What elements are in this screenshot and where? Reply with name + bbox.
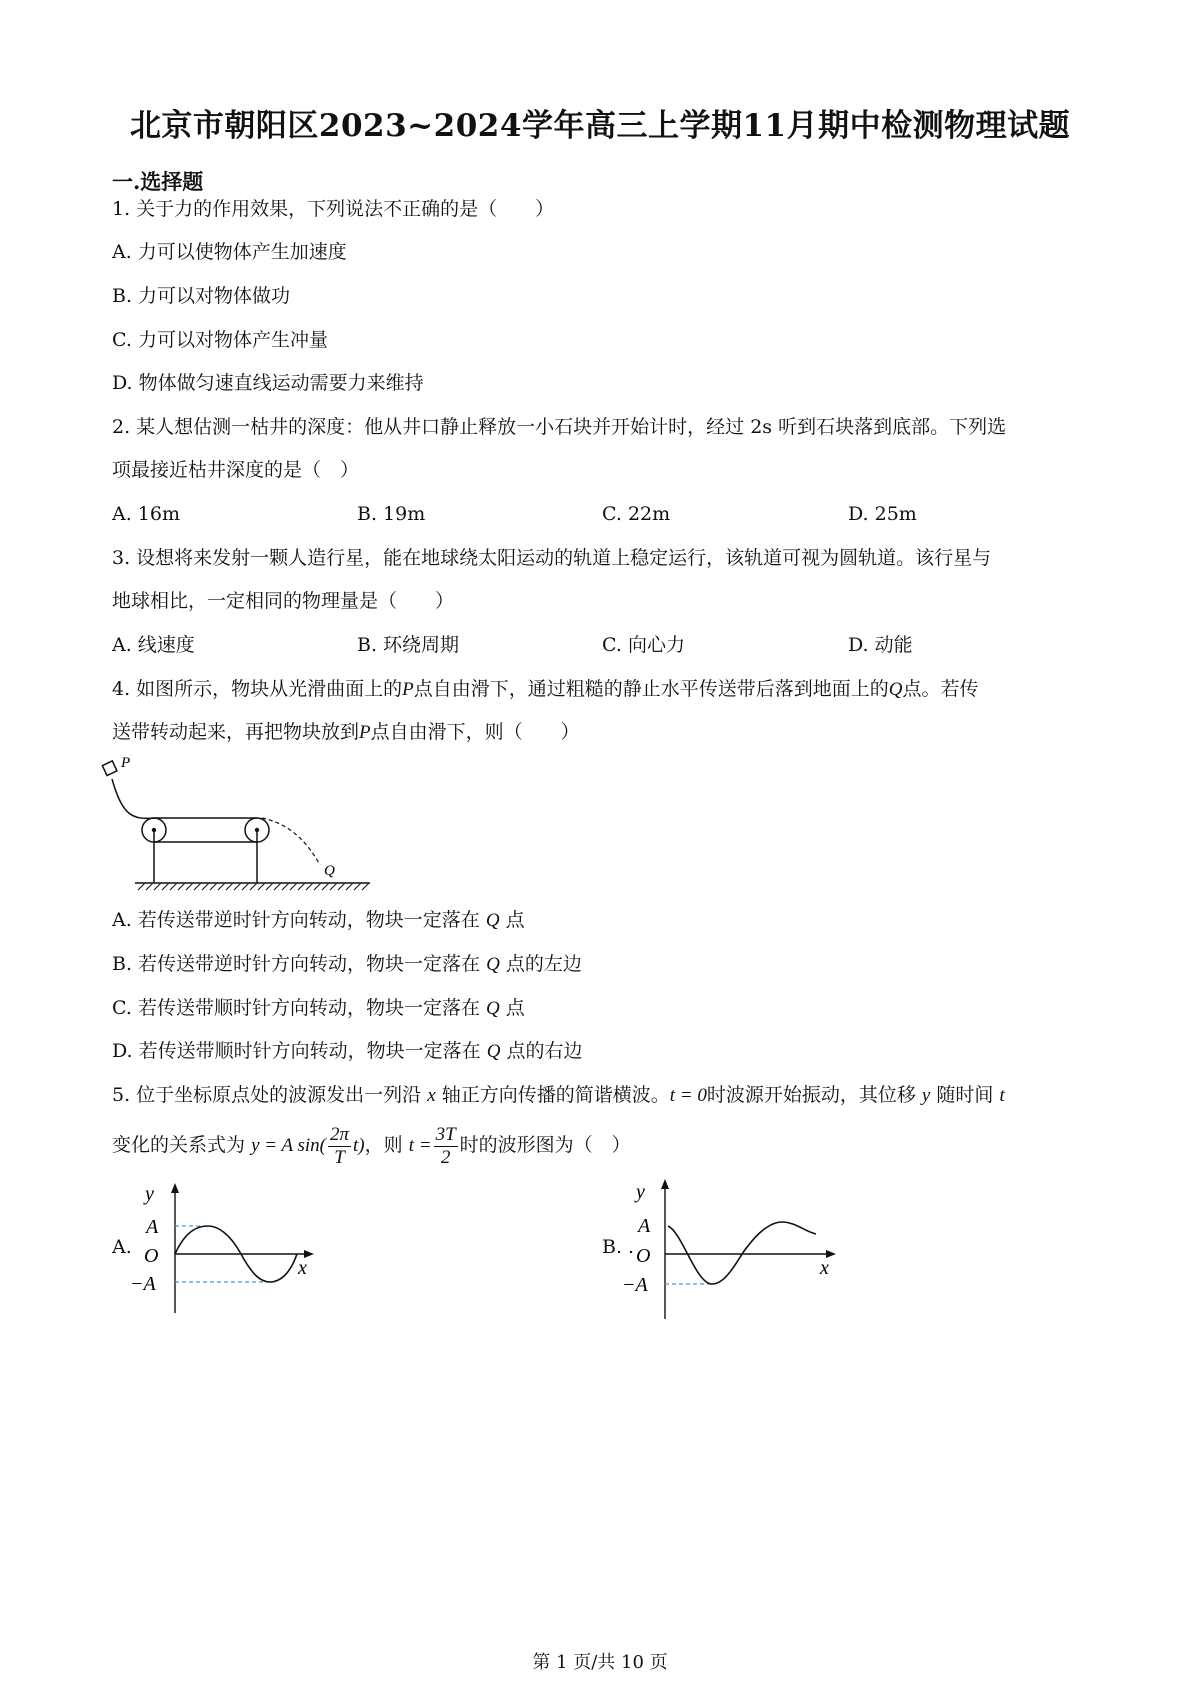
q5-option-a-label: A. <box>112 1236 132 1258</box>
q2-option-a: A. 16m <box>112 503 180 525</box>
q5-option-b-wave-graph <box>620 1174 850 1324</box>
neg-amplitude-label: −A <box>622 1274 648 1296</box>
page-footer: 第 1 页/共 10 页 <box>532 1652 668 1673</box>
q5-t-equals: t = <box>408 1135 432 1156</box>
q5-text: 随时间 <box>936 1084 994 1106</box>
q2-option-d: D. 25m <box>848 503 917 525</box>
q5-stem-line1 <box>112 1082 1005 1109</box>
q5-option-b-label: B. . <box>602 1236 635 1258</box>
q4-option-a <box>112 907 525 934</box>
q5-text: 变化的关系式为 <box>112 1134 246 1156</box>
q5-var-t: t <box>999 1085 1005 1106</box>
x-axis-label: x <box>298 1257 307 1279</box>
curved-surface <box>112 779 154 818</box>
q4-var-q: Q <box>486 1041 501 1062</box>
page-title: 北京市朝阳区2023~2024学年高三上学期11月期中检测物理试题 <box>129 108 1071 144</box>
q3-option-c: C. 向心力 <box>602 634 685 656</box>
q4-text: 4. 如图所示，物块从光滑曲面上的 <box>112 678 403 700</box>
q4-option-d <box>112 1038 582 1065</box>
q5-equation-left: y = A sin( <box>251 1135 326 1156</box>
q1-option-b: B. 力可以对物体做功 <box>112 285 291 307</box>
q5-text: ，则 <box>364 1134 403 1156</box>
q5-text: 轴正方向传播的简谐横波。 <box>441 1084 670 1106</box>
q4-stem-line1 <box>112 676 979 703</box>
section-heading: 一.选择题 <box>112 169 204 194</box>
q2-stem-line1: 2. 某人想估测一枯井的深度：他从井口静止释放一小石块并开始计时，经过 2s 听到石块落到底部。下列选 <box>112 416 1007 438</box>
q4-option-text: D. 若传送带顺时针方向转动，物块一定落在 <box>112 1040 481 1062</box>
q4-option-text: 点的左边 <box>505 953 582 975</box>
q5-text: 时的波形图为（ ） <box>459 1134 631 1156</box>
q1-stem: 1. 关于力的作用效果，下列说法不正确的是（ ） <box>112 198 555 220</box>
q4-option-text: B. 若传送带逆时针方向转动，物块一定落在 <box>112 953 481 975</box>
q1-option-c: C. 力可以对物体产生冲量 <box>112 329 328 351</box>
y-axis-label: y <box>145 1183 154 1205</box>
trajectory <box>262 818 320 865</box>
q4-var-q: Q <box>888 679 903 700</box>
q4-var-q: Q <box>485 910 500 931</box>
block-p <box>102 761 117 776</box>
q4-var-p: P <box>359 722 371 743</box>
wave-curve <box>668 1222 816 1284</box>
q4-option-text: 点的右边 <box>506 1040 583 1062</box>
x-axis-label: x <box>820 1257 829 1279</box>
q5-text: 5. 位于坐标原点处的波源发出一列沿 <box>112 1084 422 1106</box>
q5-equation-right: t) <box>353 1135 365 1156</box>
y-axis-label: y <box>636 1181 645 1203</box>
q4-option-text: C. 若传送带顺时针方向转动，物块一定落在 <box>112 997 480 1019</box>
origin-label: O <box>144 1245 159 1267</box>
amplitude-label: A <box>146 1216 159 1238</box>
q4-stem-line2 <box>112 719 580 746</box>
q5-var-x: x <box>427 1085 436 1106</box>
q4-text: 送带转动起来，再把物块放到 <box>112 721 360 743</box>
fraction-numerator: 3T <box>435 1123 456 1145</box>
q3-option-a: A. 线速度 <box>112 634 195 656</box>
q4-text: 点自由滑下，则（ ） <box>370 721 580 743</box>
q3-stem-line1: 3. 设想将来发射一颗人造行星，能在地球绕太阳运动的轨道上稳定运行，该轨道可视为圆轨道。该行星与 <box>112 547 992 569</box>
q2-stem-line2: 项最接近枯井深度的是（ ） <box>112 459 360 481</box>
q1-option-a: A. 力可以使物体产生加速度 <box>112 241 347 263</box>
q5-option-a-wave-graph <box>130 1178 340 1318</box>
y-axis-arrow <box>661 1179 669 1189</box>
label-p: P <box>121 755 131 771</box>
q4-var-p: P <box>402 679 414 700</box>
origin-label: O <box>636 1245 651 1267</box>
fraction-denominator: T <box>334 1146 345 1168</box>
q4-option-c <box>112 995 525 1022</box>
q2-option-b: B. 19m <box>357 503 426 525</box>
ground-hatch <box>138 883 369 890</box>
q5-stem-line2 <box>112 1122 631 1169</box>
q4-option-text: A. 若传送带逆时针方向转动，物块一定落在 <box>112 909 480 931</box>
q4-var-q: Q <box>486 998 500 1019</box>
q5-t-zero: t = 0 <box>669 1085 707 1106</box>
q5-fraction-3t-over-2 <box>434 1124 458 1169</box>
y-axis-arrow <box>171 1183 179 1193</box>
q4-option-text: 点 <box>505 909 525 931</box>
q5-var-y: y <box>921 1085 931 1106</box>
q5-fraction-2pi-over-t <box>328 1124 351 1169</box>
q4-text: 点自由滑下，通过粗糙的静止水平传送带后落到地面上的 <box>413 678 889 700</box>
q3-option-d: D. 动能 <box>848 634 913 656</box>
q3-option-b: B. 环绕周期 <box>357 634 460 656</box>
fraction-numerator: 2π <box>330 1123 350 1145</box>
q5-text: 时波源开始振动，其位移 <box>706 1084 916 1106</box>
q4-option-text: 点 <box>505 997 525 1019</box>
q4-option-b <box>112 951 582 978</box>
q1-option-d: D. 物体做匀速直线运动需要力来维持 <box>112 372 424 394</box>
label-q: Q <box>324 863 335 879</box>
q2-option-c: C. 22m <box>602 503 671 525</box>
neg-amplitude-label: −A <box>130 1273 156 1295</box>
q4-var-q: Q <box>486 954 500 975</box>
q4-text: 点。若传 <box>902 678 979 700</box>
fraction-denominator: 2 <box>440 1146 451 1168</box>
amplitude-label: A <box>638 1215 651 1237</box>
conveyor-belt-figure <box>100 755 420 905</box>
q3-stem-line2: 地球相比，一定相同的物理量是（ ） <box>112 590 455 612</box>
